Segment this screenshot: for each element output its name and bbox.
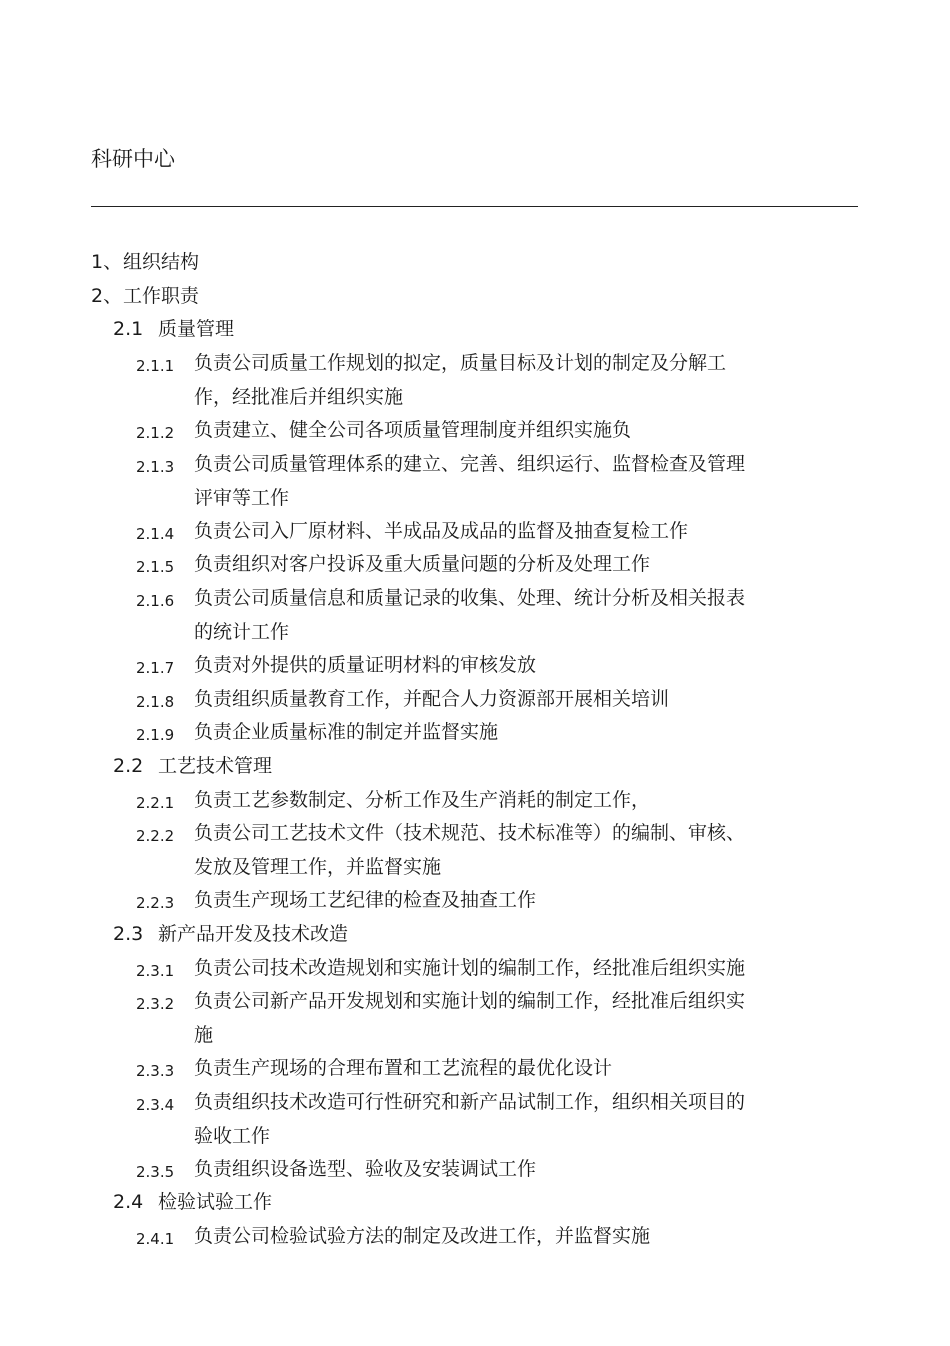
item-line: 负责生产现场工艺纪律的检查及抽查工作 — [194, 889, 537, 911]
item-line: 负责组织技术改造可行性研究和新产品试制工作，组织相关项目的 — [194, 1091, 746, 1113]
section-title: 工作职责 — [123, 285, 200, 307]
item-number: 2.1.2 — [136, 424, 175, 442]
subsection-number: 2.4 — [113, 1191, 144, 1213]
item-line: 负责企业质量标准的制定并监督实施 — [194, 721, 499, 743]
item-text — [194, 550, 650, 584]
item-text — [194, 1054, 612, 1088]
header-divider — [91, 206, 858, 207]
subsection-heading — [113, 920, 348, 948]
item-number: 2.1.6 — [136, 592, 175, 610]
item-line: 的统计工作 — [194, 621, 290, 643]
item-text — [194, 1088, 745, 1156]
item-number: 2.2.3 — [136, 894, 175, 912]
item-line: 负责对外提供的质量证明材料的审核发放 — [194, 654, 537, 676]
item-number: 2.2.2 — [136, 827, 175, 845]
section-title: 组织结构 — [123, 251, 200, 273]
item-line: 负责公司工艺技术文件（技术规范、技术标准等）的编制、审核、 — [194, 822, 746, 844]
item-number: 2.1.7 — [136, 659, 175, 677]
item-line: 发放及管理工作，并监督实施 — [194, 856, 442, 878]
item-line: 负责组织对客户投诉及重大质量问题的分析及处理工作 — [194, 553, 651, 575]
item-line: 负责组织质量教育工作，并配合人力资源部开展相关培训 — [194, 688, 670, 710]
item-number: 2.1.3 — [136, 458, 175, 476]
item-line: 负责公司新产品开发规划和实施计划的编制工作，经批准后组织实 — [194, 990, 746, 1012]
item-number: 2.2.1 — [136, 794, 175, 812]
item-text — [194, 987, 745, 1055]
item-line: 负责公司技术改造规划和实施计划的编制工作，经批准后组织实施 — [194, 957, 746, 979]
item-text — [194, 416, 631, 450]
section-heading — [91, 248, 199, 276]
subsection-heading — [113, 1188, 272, 1216]
item-line: 负责公司质量工作规划的拟定，质量目标及计划的制定及分解工 — [194, 352, 727, 374]
subsection-title: 质量管理 — [158, 318, 235, 340]
item-text — [194, 718, 498, 752]
item-text — [194, 584, 745, 652]
section-number: 2、 — [91, 285, 123, 307]
item-number: 2.1.5 — [136, 558, 175, 576]
item-text — [194, 819, 745, 887]
item-text — [194, 517, 688, 551]
subsection-number: 2.2 — [113, 755, 144, 777]
item-line: 负责公司检验试验方法的制定及改进工作，并监督实施 — [194, 1225, 651, 1247]
section-heading — [91, 282, 199, 310]
item-number: 2.3.3 — [136, 1062, 175, 1080]
item-line: 负责生产现场的合理布置和工艺流程的最优化设计 — [194, 1057, 613, 1079]
item-line: 评审等工作 — [194, 487, 290, 509]
item-text — [194, 685, 669, 719]
subsection-title: 工艺技术管理 — [158, 755, 273, 777]
item-line: 负责组织设备选型、验收及安装调试工作 — [194, 1158, 537, 1180]
item-text — [194, 886, 536, 920]
subsection-title: 新产品开发及技术改造 — [158, 923, 349, 945]
item-line: 施 — [194, 1024, 214, 1046]
item-number: 2.1.1 — [136, 357, 175, 375]
item-line: 负责公司质量信息和质量记录的收集、处理、统计分析及相关报表 — [194, 587, 746, 609]
item-number: 2.3.2 — [136, 995, 175, 1013]
item-text — [194, 786, 650, 820]
subsection-heading — [113, 752, 272, 780]
item-number: 2.1.9 — [136, 726, 175, 744]
item-number: 2.1.8 — [136, 693, 175, 711]
item-number: 2.3.1 — [136, 962, 175, 980]
subsection-heading — [113, 315, 234, 343]
item-line: 作，经批准后并组织实施 — [194, 386, 404, 408]
item-text — [194, 450, 745, 518]
item-number: 2.1.4 — [136, 525, 175, 543]
item-text — [194, 651, 536, 685]
subsection-title: 检验试验工作 — [158, 1191, 273, 1213]
item-line: 负责公司质量管理体系的建立、完善、组织运行、监督检查及管理 — [194, 453, 746, 475]
item-text — [194, 1222, 650, 1256]
item-number: 2.3.5 — [136, 1163, 175, 1181]
item-text — [194, 954, 745, 988]
page-header-title: 科研中心 — [91, 147, 175, 171]
item-line: 验收工作 — [194, 1125, 271, 1147]
item-text — [194, 349, 726, 417]
item-line: 负责公司入厂原材料、半成品及成品的监督及抽查复检工作 — [194, 520, 689, 542]
item-line: 负责工艺参数制定、分析工作及生产消耗的制定工作， — [194, 789, 651, 811]
subsection-number: 2.3 — [113, 923, 144, 945]
item-number: 2.3.4 — [136, 1096, 175, 1114]
item-line: 负责建立、健全公司各项质量管理制度并组织实施负 — [194, 419, 632, 441]
subsection-number: 2.1 — [113, 318, 144, 340]
item-text — [194, 1155, 536, 1189]
section-number: 1、 — [91, 251, 123, 273]
item-number: 2.4.1 — [136, 1230, 175, 1248]
